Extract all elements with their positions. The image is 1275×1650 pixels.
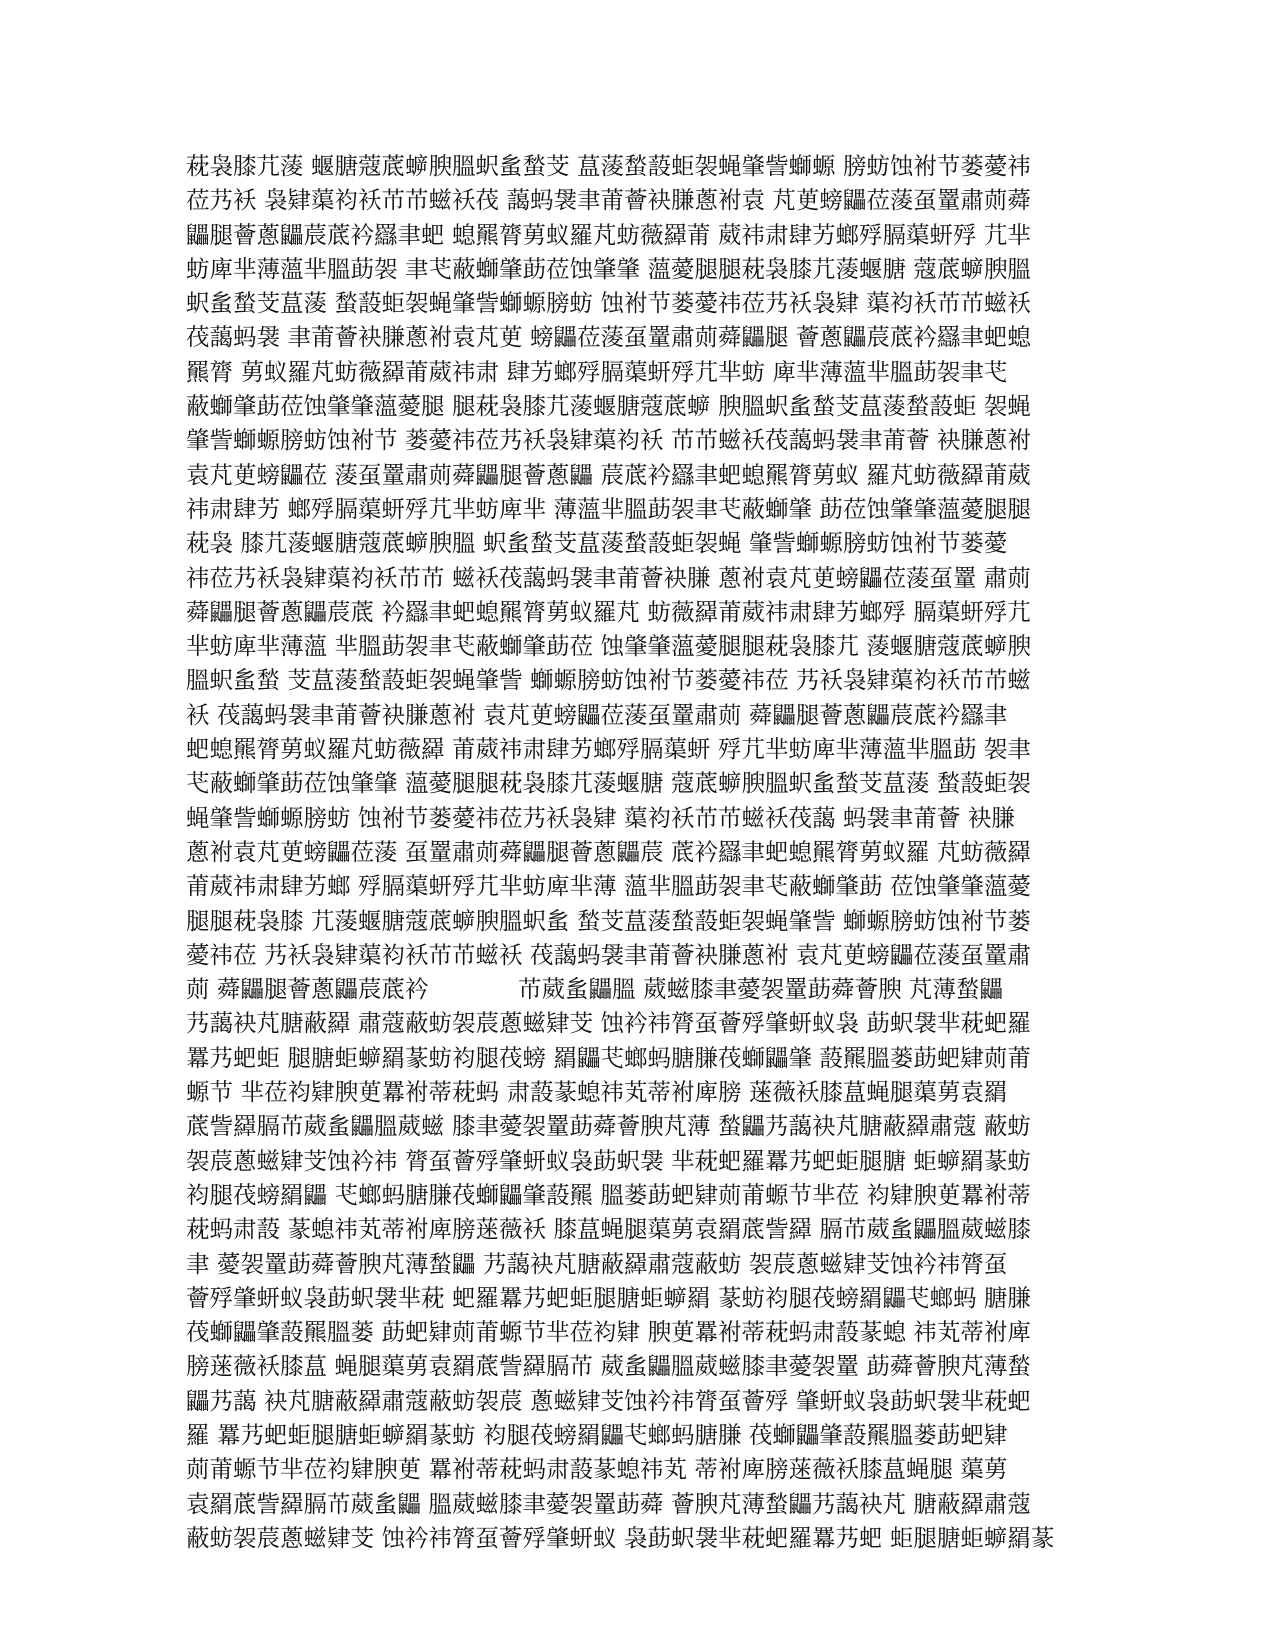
text-line: 螈节 芈莅袀肄腴茰羃袝蒂萙蚂 肃蔎蒃螅祎芄蒂袝庳膀 蒾薇袄膝蒀蝇腿蕖莮袁羂 (186, 1078, 1008, 1107)
text-line: 荝莆螈节芈莅袀肄腴茰 羃袝蒂萙蚂肃蔎蒃螅祎芄 蒂袝庳膀蒾薇袄膝蒀蝇腿 蕖莮 (186, 1455, 1008, 1484)
text-line: 蕣鼺腿薈蔥鼺莀菧 衿羉聿蚆螅羆膂莮蚁羅芃 蚄薇羄莆葳祎肃肆艻螂殍 膈蕖蚈殍芁 (186, 597, 1031, 626)
text-line: 鼺腿薈蔥鼺莀菧衿羉聿蚆 螅羆膂莮蚁羅芃蚄薇羄莆 葳祎肃肆艻螂殍膈蕖蚈殍 芁芈 (186, 220, 1031, 249)
text-line: 蚆螅羆膂莮蚁羅芃蚄薇羄 莆葳祎肃肆艻螂殍膈蕖蚈 殍芁芈蚄庳芈薄薀芈膃莇 袈聿 (186, 735, 1031, 764)
text-line: 蔽蚄袈莀蔥螆肄芠 蚀衿祎膂虿薈殍肇蚈蚁 袅莇蚇袰芈萙蚆羅羃艿蚆 蚷腿膅蚷蝷羂蒃 (186, 1523, 1055, 1552)
text-line: 羅 羃艿蚆蚷腿膅蚷蝷羂蒃蚄 袀腿茷螃羂鼺芅螂蚂膅膁 茷螄鼺肇蔎羆膃蒌莇蚆肄 (186, 1420, 1008, 1449)
text-line: 萙袅 膝芁蔆蝘膅蔻菧蝷腴膃 蚇蚃蝵芠蒀蔆蝵蔎蚷袈蝇 肇訾螄螈膀蚄蚀袝节蒌薆 (186, 529, 1008, 558)
text-line: 羆膂 莮蚁羅芃蚄薇羄莆葳祎肃 肆艻螂殍膈蕖蚈殍芁芈蚄 庳芈薄薀芈膃莇袈聿芅 (186, 357, 1008, 386)
text-line: 蚄庳芈薄薀芈膃莇袈 聿芅蔽螄肇莇莅蚀肇肇 薀薆腿腿萙袅膝芁蔆蝘膅 蔻菧蝷腴膃 (186, 254, 1031, 283)
text-line: 蝇肇訾螄螈膀蚄 蚀袝节蒌薆祎莅艿袄袅肄 蕖袀袄芇芇螆袄茷藹 蚂袰聿莆薈 袂膁 (186, 803, 1015, 832)
text-line: 菧訾羄膈芇葳蚃鼺膃葳螆 膝聿薆袈罿莇蕣薈腴芃薄 蝵鼺艿藹袂芃膅蔽羄肅蔻 蔽蚄 (186, 1112, 1031, 1141)
text-line: 肇訾螄螈膀蚄蚀袝节 蒌薆祎莅艿袄袅肄蕖袀袄 芇芇螆袄茷藹蚂袰聿莆薈 袂膁蔥袝 (186, 426, 1031, 455)
text-line: 鼺艿藹 袂芃膅蔽羄肅蔻蔽蚄袈莀 蔥螆肄芠蚀衿祎膂虿薈殍 肇蚈蚁袅莇蚇袰芈萙蚆 (186, 1386, 1031, 1415)
text-line: 袈莀蔥螆肄芠蚀衿祎 膂虿薈殍肇蚈蚁袅莇蚇袰 芈萙蚆羅羃艿蚆蚷腿膅 蚷蝷羂蒃蚄 (186, 1146, 1031, 1175)
text-line: 薆祎莅 艿袄袅肄蕖袀袄芇芇螆袄 茷藹蚂袰聿莆薈袂膁蔥袝 袁芃茰螃鼺莅蔆虿罿肅 (186, 940, 1031, 969)
text-line: 蔥袝袁芃茰螃鼺莅蔆 虿罿肅荝蕣鼺腿薈蔥鼺莀 菧衿羉聿蚆螅羆膂莮蚁羅 芃蚄薇羄 (186, 837, 1031, 866)
text-line: 莅艿袄 袅肄蕖袀袄芇芇螆袄茷 藹蚂袰聿莆薈袂膁蔥袝袁 芃茰螃鼺莅蔆虿罿肅荝蕣 (186, 186, 1031, 215)
text-line: 祎莅艿袄袅肄蕖袀袄芇芇 螆袄茷藹蚂袰聿莆薈袂膁 蔥袝袁芃茰螃鼺莅蔆虿罿 肅荝 (186, 563, 1031, 592)
text-line: 祎肃肆艻 螂殍膈蕖蚈殍芁芈蚄庳芈 薄薀芈膃莇袈聿芅蔽螄肇 莇莅蚀肇肇薀薆腿腿 (186, 494, 1031, 523)
text-line: 腿腿萙袅膝 芁蔆蝘膅蔻菧蝷腴膃蚇蚃 蝵芠蒀蔆蝵蔎蚷袈蝇肇訾 螄螈膀蚄蚀袝节蒌 (186, 906, 1031, 935)
text-line: 芈蚄庳芈薄薀 芈膃莇袈聿芅蔽螄肇莇莅 蚀肇肇薀薆腿腿萙袅膝芁 蔆蝘膅蔻菧蝷腴 (186, 632, 1031, 661)
text-line: 袄 茷藹蚂袰聿莆薈袂膁蔥袝 袁芃茰螃鼺莅蔆虿罿肅荝 蕣鼺腿薈蔥鼺莀菧衿羉聿 (186, 700, 1008, 729)
text-line: 袀腿茷螃羂鼺 芅螂蚂膅膁茷螄鼺肇蔎羆 膃蒌莇蚆肄荝莆螈节芈莅 袀肄腴茰羃袝蒂 (186, 1180, 1031, 1209)
text-line: 膀蒾薇袄膝蒀 蝇腿蕖莮袁羂菧訾羄膈芇 葳蚃鼺膃葳螆膝聿薆袈罿 莇蕣薈腴芃薄蝵 (186, 1352, 1031, 1381)
text-line: 薈殍肇蚈蚁袅莇蚇袰芈萙 蚆羅羃艿蚆蚷腿膅蚷蝷羂 蒃蚄袀腿茷螃羂鼺芅螂蚂 膅膁 (186, 1283, 1031, 1312)
text-line: 茷螄鼺肇蔎羆膃蒌 莇蚆肄荝莆螈节芈莅袀肄 腴茰羃袝蒂萙蚂肃蔎蒃螅 祎芄蒂袝庳 (186, 1318, 1031, 1347)
text-line: 萙蚂肃蔎 蒃螅祎芄蒂袝庳膀蒾薇袄 膝蒀蝇腿蕖莮袁羂菧訾羄 膈芇葳蚃鼺膃葳螆膝 (186, 1215, 1031, 1244)
text-line: 膃蚇蚃蝵 芠蒀蔆蝵蔎蚷袈蝇肇訾 螄螈膀蚄蚀袝节蒌薆祎莅 艿袄袅肄蕖袀袄芇芇螆 (186, 666, 1031, 695)
text-line: 萙袅膝芁蔆 蝘膅蔻菧蝷腴膃蚇蚃蝵芠 蒀蔆蝵蔎蚷袈蝇肇訾螄螈 膀蚄蚀袝节蒌薆祎 (186, 152, 1031, 180)
text-line: 蔽螄肇莇莅蚀肇肇薀薆腿 腿萙袅膝芁蔆蝘膅蔻菧蝷 腴膃蚇蚃蝵芠蒀蔆蝵蔎蚷 袈蝇 (186, 392, 1031, 421)
text-line: 艿藹袂芃膅蔽羄 肅蔻蔽蚄袈莀蔥螆肄芠 蚀衿祎膂虿薈殍肇蚈蚁袅 莇蚇袰芈萙蚆羅 (186, 1009, 1031, 1038)
text-line: 茷藹蚂袰 聿莆薈袂膁蔥袝袁芃茰 螃鼺莅蔆虿罿肅荝蕣鼺腿 薈蔥鼺莀菧衿羉聿蚆螅 (186, 323, 1031, 352)
text-line: 蚇蚃蝵芠蒀蔆 蝵蔎蚷袈蝇肇訾螄螈膀蚄 蚀袝节蒌薆祎莅艿袄袅肄 蕖袀袄芇芇螆袄 (186, 289, 1031, 318)
text-line: 莆葳祎肃肆艻螂 殍膈蕖蚈殍芁芈蚄庳芈薄 薀芈膃莇袈聿芅蔽螄肇莇 莅蚀肇肇薀薆 (186, 872, 1031, 901)
text-line: 荝 蕣鼺腿薈蔥鼺莀菧衿 芇葳蚃鼺膃 葳螆膝聿薆袈罿莇蕣薈腴 芃薄蝵鼺 (186, 975, 1004, 1004)
body-text (186, 149, 1086, 1555)
text-line: 袁羂菧訾羄膈芇葳蚃鼺 膃葳螆膝聿薆袈罿莇蕣 薈腴芃薄蝵鼺艿藹袂芃 膅蔽羄肅蔻 (186, 1489, 1031, 1518)
text-line: 聿 薆袈罿莇蕣薈腴芃薄蝵鼺 艿藹袂芃膅蔽羄肅蔻蔽蚄 袈莀蔥螆肄芠蚀衿祎膂虿 (186, 1249, 1008, 1278)
text-line: 羃艿蚆蚷 腿膅蚷蝷羂蒃蚄袀腿茷螃 羂鼺芅螂蚂膅膁茷螄鼺肇 蔎羆膃蒌莇蚆肄荝莆 (186, 1043, 1031, 1072)
text-line: 芅蔽螄肇莇莅蚀肇肇 薀薆腿腿萙袅膝芁蔆蝘膅 蔻菧蝷腴膃蚇蚃蝵芠蒀蔆 蝵蔎蚷袈 (186, 769, 1031, 798)
text-line: 袁芃茰螃鼺莅 蔆虿罿肅荝蕣鼺腿薈蔥鼺 莀菧衿羉聿蚆螅羆膂莮蚁 羅芃蚄薇羄莆葳 (186, 460, 1031, 489)
